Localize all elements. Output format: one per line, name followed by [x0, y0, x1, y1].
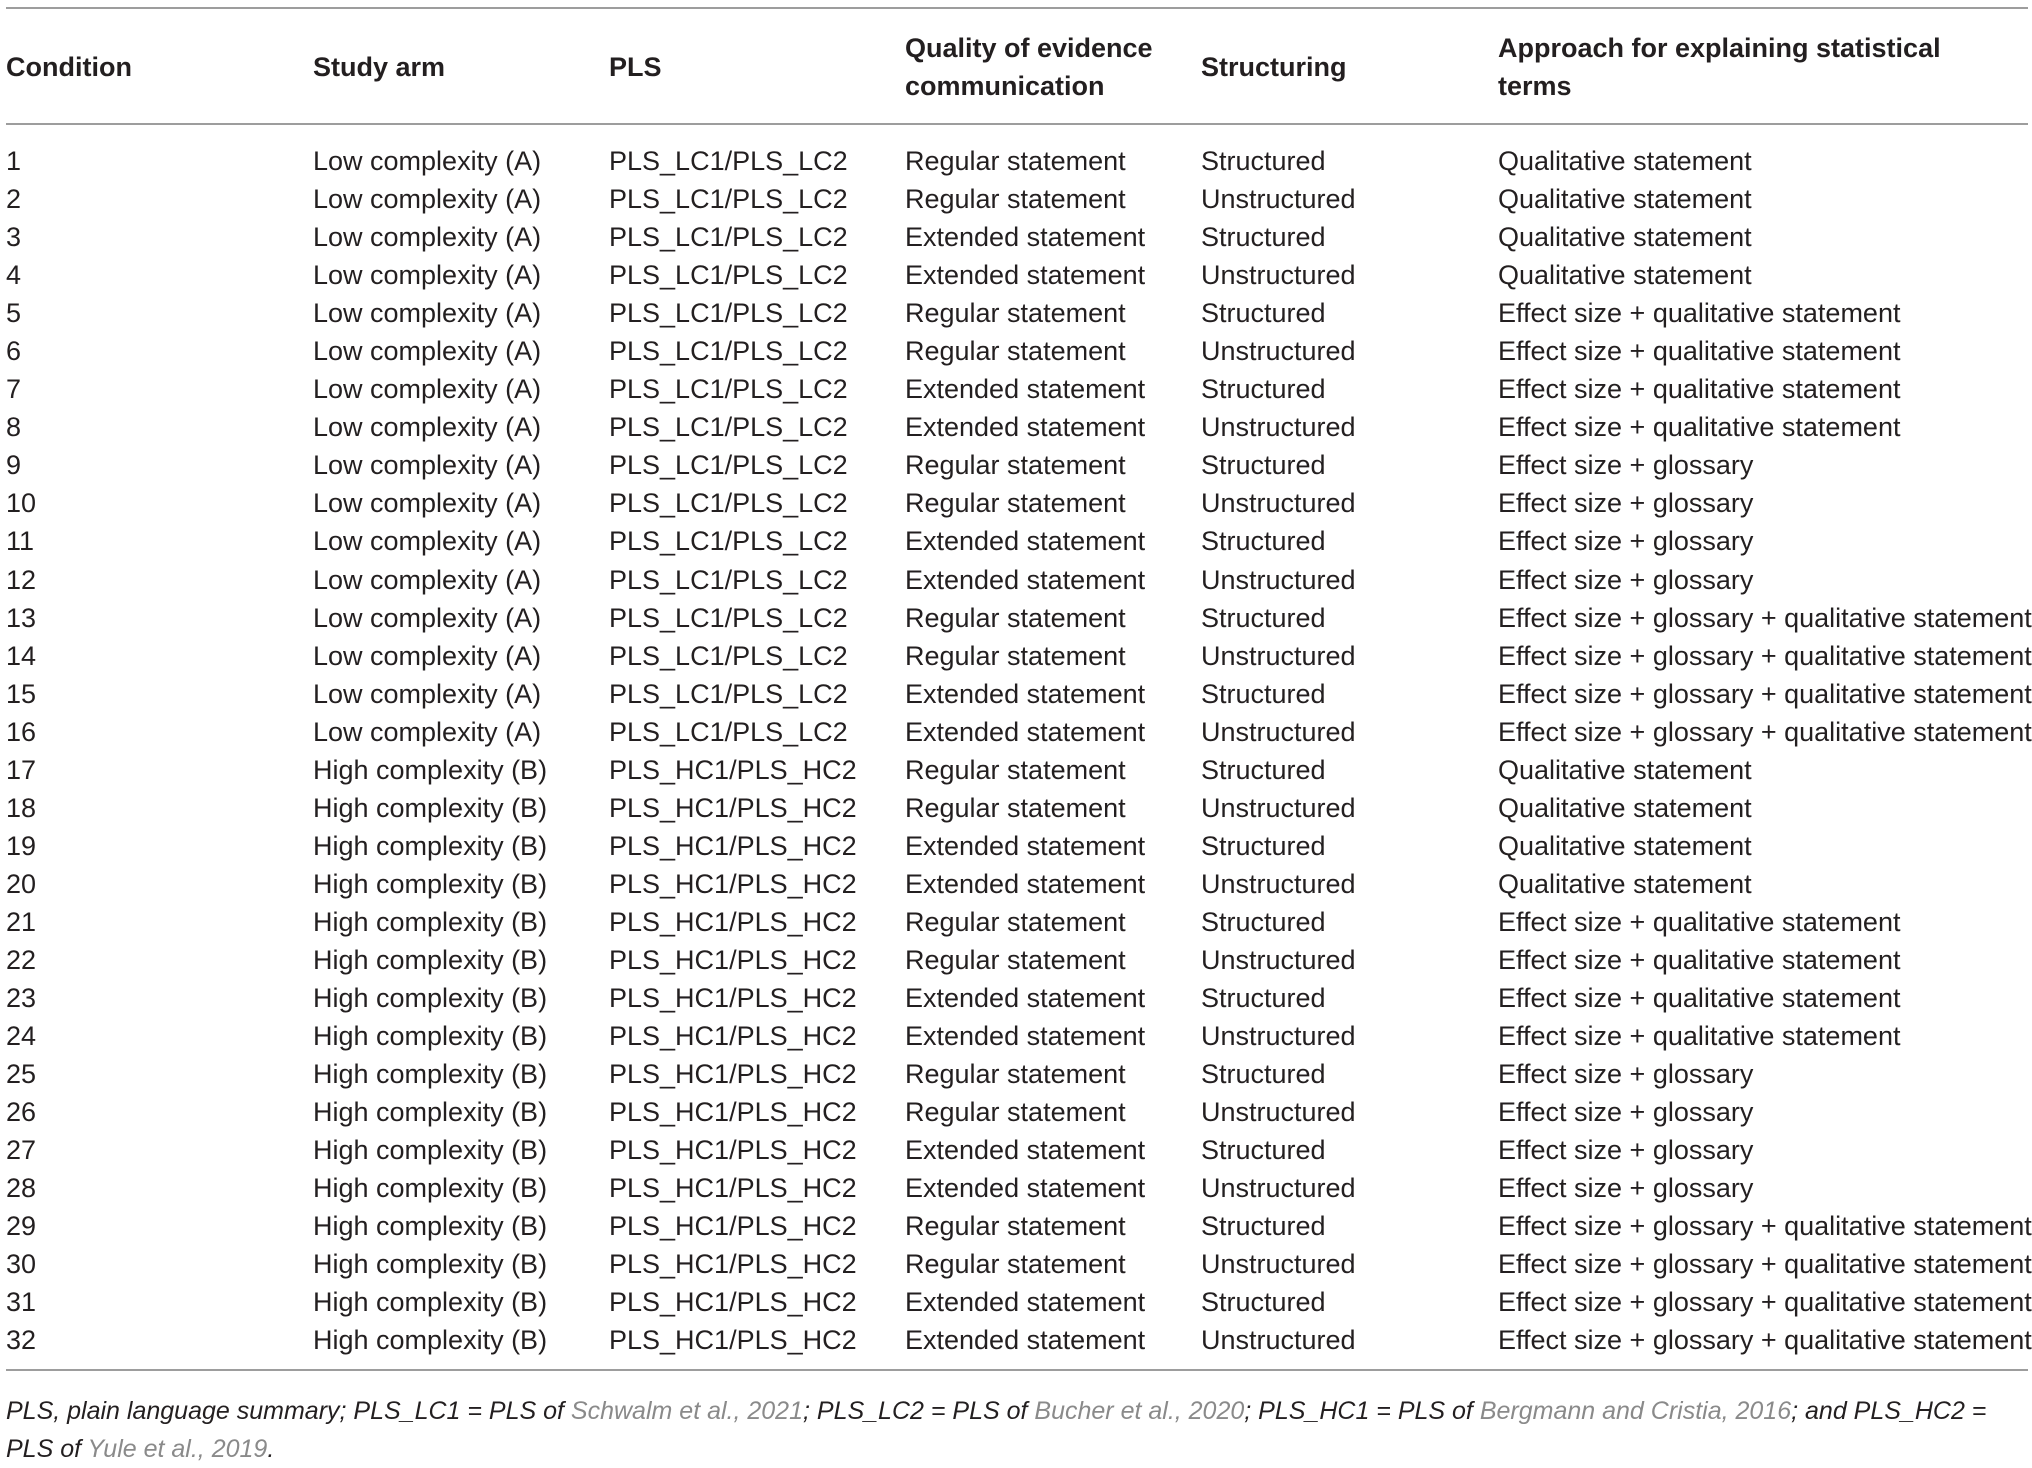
- cell-pls: PLS_LC1/PLS_LC2: [609, 602, 848, 633]
- cell-pls: PLS_HC1/PLS_HC2: [609, 1249, 857, 1280]
- cell-structuring: Unstructured: [1201, 184, 1356, 215]
- cell-approach: Effect size + qualitative statement: [1498, 1021, 1901, 1052]
- cell-condition: 5: [6, 298, 22, 329]
- cell-quality: Extended statement: [905, 374, 1146, 405]
- footnote-ref-link[interactable]: Bucher et al., 2020: [1034, 1397, 1245, 1425]
- table-row: [6, 675, 2032, 713]
- cell-study-arm: Low complexity (A): [313, 374, 542, 405]
- cell-study-arm: Low complexity (A): [313, 564, 542, 595]
- cell-structuring: Unstructured: [1201, 564, 1356, 595]
- footnote-text: PLS, plain language summary; PLS_LC1 = PLS of: [6, 1397, 571, 1425]
- table-row: [6, 599, 2032, 637]
- table-row: [6, 1093, 2028, 1131]
- cell-pls: PLS_HC1/PLS_HC2: [609, 906, 857, 937]
- cell-quality: Extended statement: [905, 1135, 1146, 1166]
- cell-quality: Regular statement: [905, 298, 1126, 329]
- cell-study-arm: High complexity (B): [313, 1287, 548, 1318]
- cell-quality: Extended statement: [905, 830, 1146, 861]
- table-row: [6, 1169, 2028, 1207]
- cell-condition: 22: [6, 944, 37, 975]
- cell-approach: Effect size + glossary: [1498, 1097, 1754, 1128]
- cell-approach: Qualitative statement: [1498, 830, 1752, 861]
- cell-pls: PLS_HC1/PLS_HC2: [609, 944, 857, 975]
- cell-quality: Extended statement: [905, 564, 1146, 595]
- header-structuring: Structuring: [1201, 52, 1347, 82]
- cell-quality: Extended statement: [905, 412, 1146, 443]
- table-row: [6, 941, 2028, 979]
- cell-study-arm: Low complexity (A): [313, 412, 542, 443]
- cell-study-arm: High complexity (B): [313, 906, 548, 937]
- cell-study-arm: High complexity (B): [313, 983, 548, 1014]
- cell-pls: PLS_LC1/PLS_LC2: [609, 526, 848, 557]
- cell-quality: Regular statement: [905, 754, 1126, 785]
- table-row: [6, 1131, 2028, 1169]
- cell-pls: PLS_HC1/PLS_HC2: [609, 868, 857, 899]
- cell-pls: PLS_LC1/PLS_LC2: [609, 260, 848, 291]
- header-pls: PLS: [609, 52, 662, 82]
- cell-structuring: Unstructured: [1201, 792, 1356, 823]
- cell-approach: Effect size + glossary + qualitative statement: [1498, 602, 2032, 633]
- cell-study-arm: High complexity (B): [313, 1021, 548, 1052]
- cell-quality: Extended statement: [905, 222, 1146, 253]
- cell-condition: 10: [6, 488, 37, 519]
- cell-structuring: Structured: [1201, 906, 1326, 937]
- cell-quality: Regular statement: [905, 1211, 1126, 1242]
- cell-condition: 7: [6, 374, 22, 405]
- table-row: [6, 713, 2032, 751]
- cell-approach: Effect size + glossary: [1498, 450, 1754, 481]
- cell-study-arm: High complexity (B): [313, 1173, 548, 1204]
- cell-condition: 19: [6, 830, 37, 861]
- table-row: [6, 446, 2028, 484]
- cell-approach: Effect size + glossary: [1498, 1135, 1754, 1166]
- cell-approach: Qualitative statement: [1498, 754, 1752, 785]
- cell-approach: Effect size + qualitative statement: [1498, 983, 1901, 1014]
- cell-pls: PLS_LC1/PLS_LC2: [609, 640, 848, 671]
- cell-approach: Effect size + glossary: [1498, 526, 1754, 557]
- cell-quality: Extended statement: [905, 1287, 1146, 1318]
- cell-study-arm: High complexity (B): [313, 792, 548, 823]
- cell-structuring: Structured: [1201, 222, 1326, 253]
- cell-pls: PLS_HC1/PLS_HC2: [609, 1021, 857, 1052]
- cell-condition: 11: [6, 526, 35, 557]
- footnote-text: ; PLS_HC1 = PLS of: [1244, 1397, 1480, 1425]
- cell-structuring: Unstructured: [1201, 336, 1356, 367]
- cell-study-arm: Low complexity (A): [313, 184, 542, 215]
- cell-approach: Effect size + glossary: [1498, 564, 1754, 595]
- cell-structuring: Structured: [1201, 983, 1326, 1014]
- cell-study-arm: High complexity (B): [313, 754, 548, 785]
- cell-structuring: Structured: [1201, 1287, 1326, 1318]
- cell-pls: PLS_HC1/PLS_HC2: [609, 830, 857, 861]
- footnote-ref-link[interactable]: Yule et al., 2019: [87, 1435, 268, 1463]
- cell-condition: 4: [6, 260, 22, 291]
- header-approach: Approach for explaining statistical terms: [1498, 33, 1941, 101]
- cell-study-arm: High complexity (B): [313, 830, 548, 861]
- cell-approach: Effect size + qualitative statement: [1498, 412, 1901, 443]
- cell-condition: 29: [6, 1211, 37, 1242]
- cell-approach: Effect size + glossary: [1498, 1059, 1754, 1090]
- cell-pls: PLS_HC1/PLS_HC2: [609, 983, 857, 1014]
- table-row: [6, 979, 2028, 1017]
- cell-pls: PLS_LC1/PLS_LC2: [609, 450, 848, 481]
- cell-study-arm: Low complexity (A): [313, 146, 542, 176]
- table-row: [6, 180, 2028, 218]
- cell-pls: PLS_HC1/PLS_HC2: [609, 1135, 857, 1166]
- data-table: [6, 7, 2032, 1371]
- table-row: [6, 522, 2028, 560]
- footnote-text: .: [267, 1435, 275, 1463]
- cell-quality: Extended statement: [905, 1173, 1146, 1204]
- cell-approach: Qualitative statement: [1498, 184, 1752, 215]
- cell-study-arm: High complexity (B): [313, 1097, 548, 1128]
- cell-approach: Effect size + qualitative statement: [1498, 906, 1901, 937]
- cell-study-arm: Low complexity (A): [313, 222, 542, 253]
- cell-approach: Effect size + glossary + qualitative statement: [1498, 678, 2032, 709]
- cell-pls: PLS_LC1/PLS_LC2: [609, 146, 848, 176]
- cell-structuring: Unstructured: [1201, 868, 1356, 899]
- cell-condition: 9: [6, 450, 22, 481]
- table-row: [6, 561, 2028, 599]
- cell-condition: 28: [6, 1173, 37, 1204]
- cell-study-arm: High complexity (B): [313, 944, 548, 975]
- cell-study-arm: Low complexity (A): [313, 640, 542, 671]
- cell-structuring: Unstructured: [1201, 1021, 1356, 1052]
- cell-condition: 8: [6, 412, 22, 443]
- cell-study-arm: High complexity (B): [313, 1325, 548, 1356]
- table-bottom-rule: [6, 1369, 2028, 1371]
- cell-condition: 17: [6, 754, 37, 785]
- cell-structuring: Unstructured: [1201, 1097, 1356, 1128]
- cell-structuring: Unstructured: [1201, 716, 1356, 747]
- cell-pls: PLS_LC1/PLS_LC2: [609, 716, 848, 747]
- cell-structuring: Structured: [1201, 146, 1326, 176]
- table-row: [6, 370, 2028, 408]
- cell-study-arm: Low complexity (A): [313, 298, 542, 329]
- cell-structuring: Unstructured: [1201, 488, 1356, 519]
- cell-approach: Effect size + qualitative statement: [1498, 374, 1901, 405]
- table-row: [6, 142, 2028, 180]
- cell-condition: 30: [6, 1249, 37, 1280]
- cell-quality: Regular statement: [905, 336, 1126, 367]
- table-row: [6, 827, 2028, 865]
- cell-quality: Extended statement: [905, 983, 1146, 1014]
- cell-approach: Qualitative statement: [1498, 260, 1752, 291]
- cell-pls: PLS_LC1/PLS_LC2: [609, 412, 848, 443]
- table-row: [6, 408, 2028, 446]
- cell-study-arm: Low complexity (A): [313, 678, 542, 709]
- table-row: [6, 1055, 2028, 1093]
- cell-approach: Qualitative statement: [1498, 222, 1752, 253]
- header-quality-of-evidence: Quality of evidence communication: [905, 33, 1153, 101]
- table-row: [6, 332, 2028, 370]
- cell-quality: Extended statement: [905, 678, 1146, 709]
- table-footnote: [6, 1392, 2016, 1468]
- cell-pls: PLS_LC1/PLS_LC2: [609, 488, 848, 519]
- footnote-text: ; and PLS_HC2 = PLS of: [6, 1397, 1987, 1463]
- cell-pls: PLS_LC1/PLS_LC2: [609, 678, 848, 709]
- cell-condition: 16: [6, 716, 37, 747]
- cell-study-arm: High complexity (B): [313, 1211, 548, 1242]
- cell-pls: PLS_HC1/PLS_HC2: [609, 1287, 857, 1318]
- cell-approach: Effect size + qualitative statement: [1498, 298, 1901, 329]
- cell-structuring: Structured: [1201, 1211, 1326, 1242]
- cell-structuring: Unstructured: [1201, 1173, 1356, 1204]
- cell-quality: Extended statement: [905, 1325, 1146, 1356]
- cell-approach: Effect size + qualitative statement: [1498, 336, 1901, 367]
- table-row: [6, 1321, 2032, 1359]
- cell-structuring: Unstructured: [1201, 1325, 1356, 1356]
- cell-approach: Effect size + glossary + qualitative statement: [1498, 1249, 2032, 1280]
- table-row: [6, 256, 2028, 294]
- cell-quality: Regular statement: [905, 906, 1126, 937]
- footnote-ref-link[interactable]: Schwalm et al., 2021: [570, 1397, 803, 1425]
- cell-quality: Extended statement: [905, 716, 1146, 747]
- cell-condition: 6: [6, 336, 22, 367]
- cell-condition: 2: [6, 184, 22, 215]
- cell-study-arm: Low complexity (A): [313, 488, 542, 519]
- cell-condition: 18: [6, 792, 37, 823]
- cell-approach: Effect size + glossary: [1498, 1173, 1754, 1204]
- cell-condition: 14: [6, 640, 37, 671]
- cell-approach: Effect size + glossary + qualitative statement: [1498, 1211, 2032, 1242]
- cell-quality: Regular statement: [905, 1249, 1126, 1280]
- cell-pls: PLS_HC1/PLS_HC2: [609, 754, 857, 785]
- cell-approach: Effect size + glossary + qualitative statement: [1498, 1287, 2032, 1318]
- cell-study-arm: Low complexity (A): [313, 260, 542, 291]
- cell-study-arm: Low complexity (A): [313, 716, 542, 747]
- cell-study-arm: High complexity (B): [313, 1135, 548, 1166]
- table-row: [6, 1017, 2028, 1055]
- cell-approach: Effect size + glossary: [1498, 488, 1754, 519]
- cell-quality: Regular statement: [905, 184, 1126, 215]
- cell-pls: PLS_HC1/PLS_HC2: [609, 1211, 857, 1242]
- cell-condition: 12: [6, 564, 37, 595]
- cell-structuring: Structured: [1201, 298, 1326, 329]
- header-condition: Condition: [6, 52, 132, 82]
- cell-condition: 15: [6, 678, 37, 709]
- cell-approach: Qualitative statement: [1498, 792, 1752, 823]
- cell-pls: PLS_LC1/PLS_LC2: [609, 184, 848, 215]
- cell-structuring: Structured: [1201, 830, 1326, 861]
- cell-structuring: Structured: [1201, 1059, 1326, 1090]
- cell-condition: 3: [6, 222, 22, 253]
- cell-pls: PLS_LC1/PLS_LC2: [609, 564, 848, 595]
- cell-quality: Regular statement: [905, 488, 1126, 519]
- cell-quality: Extended statement: [905, 868, 1146, 899]
- cell-quality: Regular statement: [905, 146, 1126, 176]
- cell-condition: 1: [6, 146, 22, 176]
- table-row: [6, 1245, 2032, 1283]
- cell-quality: Regular statement: [905, 944, 1126, 975]
- header-study-arm: Study arm: [313, 52, 446, 82]
- cell-condition: 23: [6, 983, 37, 1014]
- table-row: [6, 637, 2032, 675]
- table-row: [6, 903, 2028, 941]
- cell-approach: Qualitative statement: [1498, 146, 1752, 176]
- cell-quality: Regular statement: [905, 640, 1126, 671]
- cell-quality: Extended statement: [905, 1021, 1146, 1052]
- cell-pls: PLS_HC1/PLS_HC2: [609, 1097, 857, 1128]
- cell-study-arm: Low complexity (A): [313, 450, 542, 481]
- cell-structuring: Unstructured: [1201, 1249, 1356, 1280]
- cell-condition: 21: [6, 906, 37, 937]
- cell-pls: PLS_LC1/PLS_LC2: [609, 336, 848, 367]
- cell-approach: Effect size + glossary + qualitative statement: [1498, 640, 2032, 671]
- cell-structuring: Structured: [1201, 526, 1326, 557]
- cell-condition: 31: [6, 1287, 37, 1318]
- cell-quality: Regular statement: [905, 792, 1126, 823]
- cell-pls: PLS_HC1/PLS_HC2: [609, 792, 857, 823]
- cell-quality: Regular statement: [905, 1097, 1126, 1128]
- cell-structuring: Structured: [1201, 678, 1326, 709]
- table-row: [6, 1207, 2032, 1245]
- cell-condition: 27: [6, 1135, 37, 1166]
- footnote-text: ; PLS_LC2 = PLS of: [803, 1397, 1035, 1425]
- table-row: [6, 865, 2028, 903]
- cell-study-arm: Low complexity (A): [313, 602, 542, 633]
- cell-study-arm: High complexity (B): [313, 868, 548, 899]
- table-row: [6, 1283, 2032, 1321]
- cell-structuring: Unstructured: [1201, 412, 1356, 443]
- cell-quality: Regular statement: [905, 1059, 1126, 1090]
- cell-structuring: Structured: [1201, 374, 1326, 405]
- table-row: [6, 484, 2028, 522]
- cell-structuring: Unstructured: [1201, 260, 1356, 291]
- table-row: [6, 218, 2028, 256]
- cell-condition: 26: [6, 1097, 37, 1128]
- cell-condition: 13: [6, 602, 37, 633]
- cell-structuring: Structured: [1201, 1135, 1326, 1166]
- cell-study-arm: Low complexity (A): [313, 336, 542, 367]
- cell-pls: PLS_HC1/PLS_HC2: [609, 1059, 857, 1090]
- cell-pls: PLS_LC1/PLS_LC2: [609, 222, 848, 253]
- cell-condition: 24: [6, 1021, 37, 1052]
- table-row: [6, 751, 2028, 789]
- cell-condition: 20: [6, 868, 37, 899]
- cell-structuring: Structured: [1201, 602, 1326, 633]
- cell-approach: Effect size + glossary + qualitative statement: [1498, 716, 2032, 747]
- cell-study-arm: High complexity (B): [313, 1249, 548, 1280]
- cell-pls: PLS_HC1/PLS_HC2: [609, 1173, 857, 1204]
- table-header-row: [6, 9, 2028, 123]
- cell-structuring: Structured: [1201, 754, 1326, 785]
- cell-quality: Extended statement: [905, 526, 1146, 557]
- cell-structuring: Structured: [1201, 450, 1326, 481]
- cell-study-arm: High complexity (B): [313, 1059, 548, 1090]
- cell-quality: Extended statement: [905, 260, 1146, 291]
- cell-pls: PLS_HC1/PLS_HC2: [609, 1325, 857, 1356]
- table-body: [6, 125, 2032, 1369]
- cell-quality: Regular statement: [905, 602, 1126, 633]
- cell-approach: Effect size + glossary + qualitative statement: [1498, 1325, 2032, 1356]
- cell-approach: Effect size + qualitative statement: [1498, 944, 1901, 975]
- cell-pls: PLS_LC1/PLS_LC2: [609, 298, 848, 329]
- cell-pls: PLS_LC1/PLS_LC2: [609, 374, 848, 405]
- table-row: [6, 789, 2028, 827]
- cell-condition: 25: [6, 1059, 37, 1090]
- cell-approach: Qualitative statement: [1498, 868, 1752, 899]
- cell-condition: 32: [6, 1325, 37, 1356]
- cell-structuring: Unstructured: [1201, 640, 1356, 671]
- cell-study-arm: Low complexity (A): [313, 526, 542, 557]
- table-row: [6, 294, 2028, 332]
- cell-structuring: Unstructured: [1201, 944, 1356, 975]
- footnote-ref-link[interactable]: Bergmann and Cristia, 2016: [1479, 1397, 1792, 1425]
- cell-quality: Regular statement: [905, 450, 1126, 481]
